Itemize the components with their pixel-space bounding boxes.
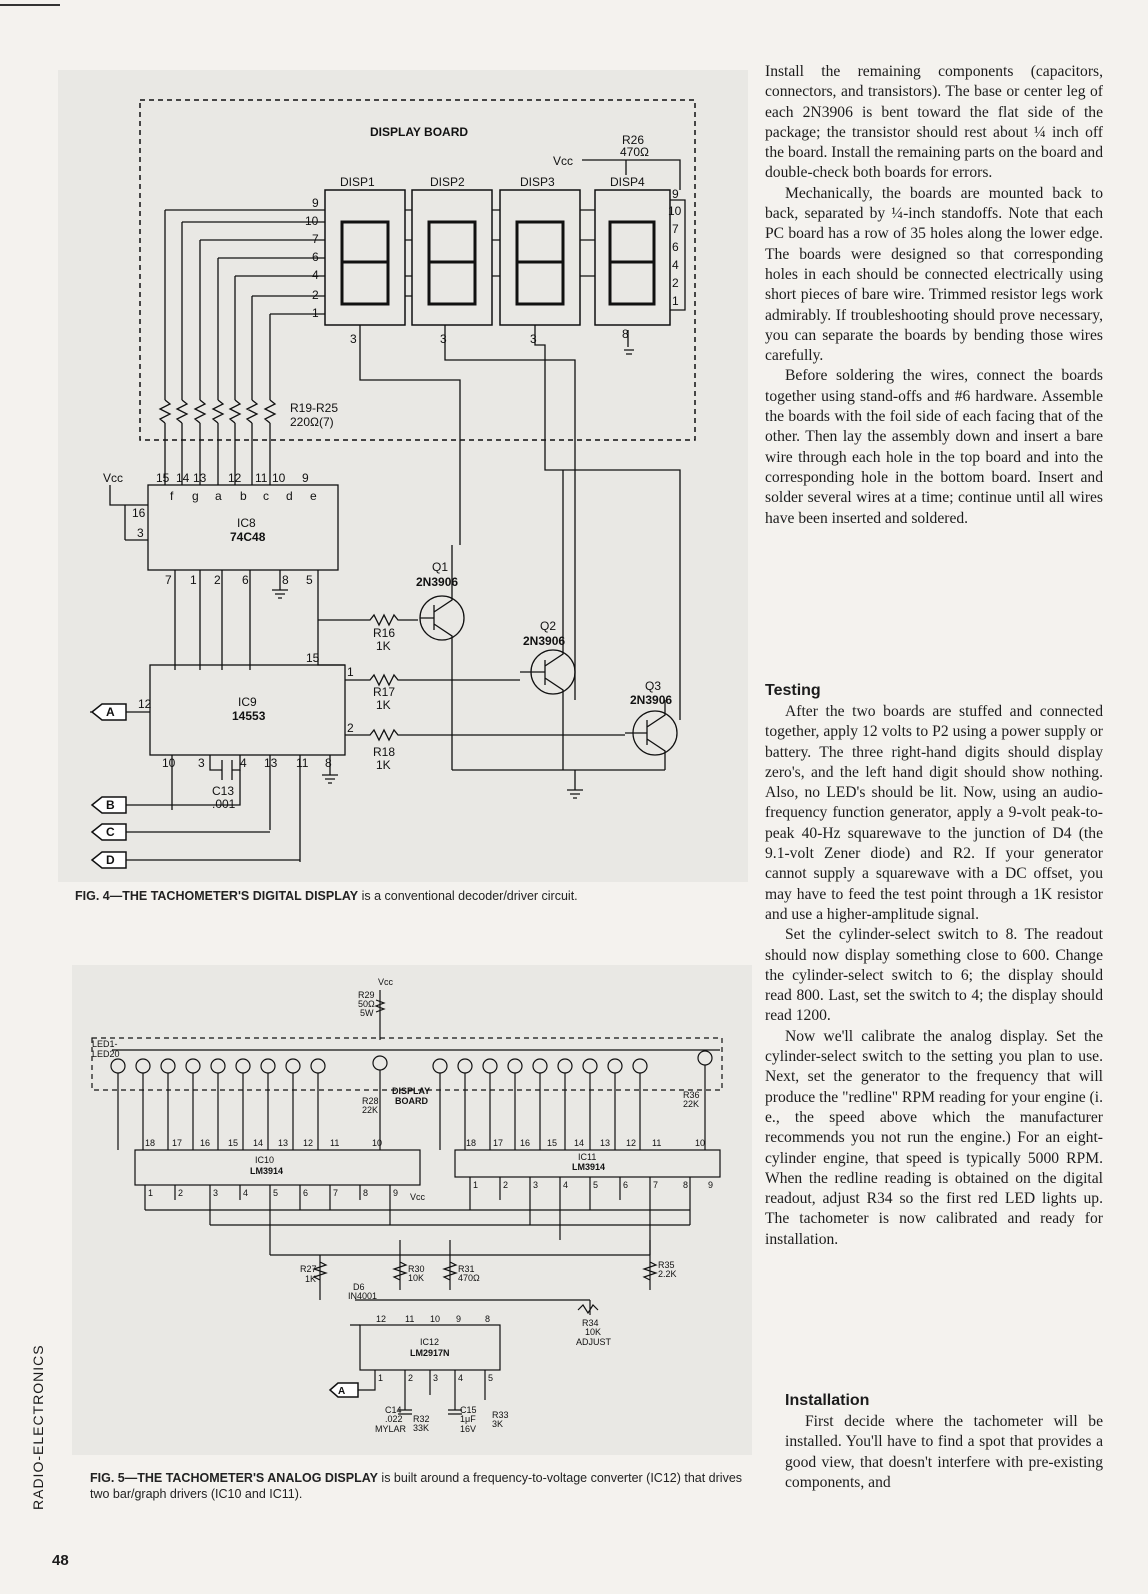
ic9-bottom-pin: 4 [240, 756, 247, 770]
q3-part: 2N3906 [630, 693, 673, 707]
ic12-bottom-pin: 3 [433, 1373, 439, 1383]
fig5-connector-a-label: A [338, 1386, 346, 1397]
pin8-label: 8 [622, 327, 629, 341]
disp3-label: DISP3 [520, 175, 555, 189]
right-pin: 10 [668, 204, 682, 218]
fig4-caption-rest: is a conventional decoder/driver circuit. [358, 889, 578, 903]
ic10-bottom-pin: 1 [148, 1188, 154, 1198]
c15-value1: 1μF [460, 1414, 476, 1424]
left-pin: 6 [312, 250, 319, 264]
seven-seg-digits [342, 222, 654, 304]
r19-label: R19-R25 [290, 401, 339, 415]
q1-label: Q1 [432, 560, 449, 574]
fig5-svg [72, 965, 752, 1455]
display-board2: BOARD [395, 1096, 428, 1106]
led-label1: LED1- [92, 1039, 118, 1049]
r16-label: R16 [373, 626, 396, 640]
ic9-pin12: 12 [138, 697, 152, 711]
r36-value: 22K [683, 1099, 700, 1109]
ic10-bottom-pin: 4 [243, 1188, 249, 1198]
r35-label: R35 [658, 1260, 675, 1270]
r34-adjust: ADJUST [576, 1337, 612, 1347]
c14-value1: .022 [385, 1414, 403, 1424]
connector-d-label: D [106, 853, 115, 867]
left-pin: 4 [312, 268, 319, 282]
c15-label: C15 [460, 1405, 477, 1415]
ic8-segment: b [240, 489, 247, 503]
ic8-pin16: 16 [132, 506, 146, 520]
fig5-vcc-ic: Vcc [410, 1192, 426, 1202]
fig4-caption-lead: FIG. 4—THE TACHOMETER'S DIGITAL DISPLAY [75, 889, 359, 903]
r18-label: R18 [373, 745, 396, 759]
ic8-top-pin: 12 [228, 471, 242, 485]
ic10-top-pin: 13 [278, 1138, 289, 1148]
right-pin: 1 [672, 294, 679, 308]
r26-value: 470Ω [620, 145, 649, 159]
d6-value: IN4001 [348, 1291, 378, 1301]
r33-label: R33 [492, 1410, 509, 1420]
page-number: 48 [52, 1552, 69, 1569]
ic9-part: 14553 [232, 709, 266, 723]
ic8-bottom-pin: 6 [242, 573, 249, 587]
vcc-label-display: Vcc [553, 154, 574, 168]
disp1-label: DISP1 [340, 175, 375, 189]
ic10-bottom-pin: 5 [273, 1188, 279, 1198]
r30-label: R30 [408, 1264, 425, 1274]
r28-label: R28 [362, 1096, 379, 1106]
ic9-bottom-pin: 10 [162, 756, 176, 770]
connector-a-label: A [106, 705, 115, 719]
ic11-name: IC11 [578, 1152, 597, 1162]
ic8-top-pin: 9 [302, 471, 309, 485]
ic10-bottom-pin: 6 [303, 1188, 309, 1198]
r32-label: R32 [413, 1414, 430, 1424]
r17-label: R17 [373, 685, 396, 699]
ic11-bottom-pin: 2 [503, 1180, 509, 1190]
display-board1: DISPLAY [392, 1086, 431, 1096]
disp4-label: DISP4 [610, 175, 645, 189]
r33-value: 3K [492, 1419, 504, 1429]
vcc-label-ic8: Vcc [103, 471, 124, 485]
ic11-top-pin: 14 [574, 1138, 585, 1148]
ic12-bottom-pin: 1 [378, 1373, 384, 1383]
paragraph-5: Set the cylinder-select switch to 8. The readout should now display something close to 600. Change the cylinder-select switch to 6; the display should read 800. Last, set the switch to 4; the display should read 1200. [765, 926, 1103, 1025]
ic11-bottom-pin: 1 [473, 1180, 479, 1190]
c13-value: .001 [212, 797, 236, 811]
right-pin: 2 [672, 276, 679, 290]
ic11-bottom-pin: 5 [593, 1180, 599, 1190]
c13-label: C13 [212, 784, 235, 798]
right-pin: 9 [672, 187, 679, 201]
r29-value1: 50Ω [358, 999, 375, 1009]
ic8-bottom-pin: 7 [165, 573, 172, 587]
installation-section [785, 1390, 1103, 1493]
fig4-svg [58, 70, 748, 882]
ic8-top-pin: 15 [156, 471, 170, 485]
ic11-top-pin: 18 [466, 1138, 477, 1148]
ic11-bottom-pin: 7 [653, 1180, 659, 1190]
connector-c-label: C [106, 825, 115, 839]
ic11-top-pin: 15 [547, 1138, 558, 1148]
ic12-bottom-pin: 5 [488, 1373, 494, 1383]
r29-value2: 5W [360, 1008, 374, 1018]
q1-part: 2N3906 [416, 575, 459, 589]
c14-value2: MYLAR [375, 1424, 407, 1434]
pin3-label: 3 [440, 332, 447, 346]
ic9-bottom-pin: 11 [296, 756, 309, 770]
ic12-top-pin: 10 [430, 1314, 441, 1324]
ic12-bottom-pin: 2 [408, 1373, 414, 1383]
ic10-bottom-pin: 3 [213, 1188, 219, 1198]
ic8-segment: g [192, 489, 199, 503]
figure-5-schematic [72, 965, 752, 1455]
ic10-top-pin: 16 [200, 1138, 211, 1148]
ic9-name: IC9 [238, 695, 257, 709]
ic12-top-pin: 8 [485, 1314, 491, 1324]
right-pin: 7 [672, 222, 679, 236]
r18-value: 1K [376, 758, 391, 772]
ic8-bottom-pin: 8 [282, 573, 289, 587]
testing-section [765, 680, 1103, 1250]
ic11-top-pin: 16 [520, 1138, 531, 1148]
ic9-bottom-pin: 8 [325, 756, 332, 770]
ic12-bottom-pin: 4 [458, 1373, 464, 1383]
ic11-bottom-pin: 6 [623, 1180, 629, 1190]
r30-value: 10K [408, 1273, 425, 1283]
ic8-top-pin: 13 [193, 471, 207, 485]
c14-label: C14 [385, 1405, 402, 1415]
display-board-label: DISPLAY BOARD [370, 125, 469, 139]
ic10-top-pin: 11 [330, 1138, 340, 1148]
testing-heading: Testing [765, 682, 821, 699]
ic8-bottom-pin: 5 [306, 573, 313, 587]
right-pin: 6 [672, 240, 679, 254]
ic11-top-pin: 17 [493, 1138, 504, 1148]
ic10-bottom-pin: 2 [178, 1188, 184, 1198]
paragraph-4: After the two boards are stuffed and connected together, apply 12 volts to P2 using a power supply or battery. The three right-hand digits should display zero's, and the left hand digit should show nothing. Also, no LED's should be lit. Now, using an audio-frequency function generator, apply a 9-volt peak-to-peak 40-Hz squarewave to the junction of D4 (the 9.1-volt Zener diode) and R2. If your generator cannot supply a squarewave with a DC offset, you may have to feed the test point through a 1K resistor and use a higher-amplitude signal. [765, 703, 1103, 923]
ic10-top-pin: 17 [172, 1138, 183, 1148]
r32-value: 33K [413, 1423, 430, 1433]
q2-part: 2N3906 [523, 634, 566, 648]
ic11-bottom-pin: 9 [708, 1180, 714, 1190]
ic10-top-pin: 10 [372, 1138, 383, 1148]
paragraph-1: Install the remaining components (capacitors, connectors, and transistors). The base or center leg of each 2N3906 is bent toward the flat side of the package; the transistor should rest about ¼ inch off the board. Install the remaining parts on the board and double-check both boards for errors. [765, 63, 1103, 182]
ic11-top-pin: 13 [600, 1138, 611, 1148]
text-column [765, 62, 1103, 529]
pin3-label: 3 [530, 332, 537, 346]
fig5-caption-lead: FIG. 5—THE TACHOMETER'S ANALOG DISPLAY [90, 1471, 378, 1485]
right-pin: 4 [672, 258, 679, 272]
ic8-segment: e [310, 489, 317, 503]
magazine-name-sidebar: RADIO-ELECTRONICS [30, 1344, 46, 1510]
q2-label: Q2 [540, 619, 557, 633]
ic8-segment: c [263, 489, 269, 503]
left-pin: 9 [312, 196, 319, 210]
fig5-vcc: Vcc [378, 977, 394, 987]
left-pin: 10 [305, 214, 319, 228]
figure-4-schematic [58, 70, 748, 882]
pin3-label: 3 [350, 332, 357, 346]
ic8-name: IC8 [237, 516, 256, 530]
r27-label: R27 [300, 1264, 317, 1274]
c15-value2: 16V [460, 1424, 477, 1434]
r31-label: R31 [458, 1264, 475, 1274]
ic11-bottom-pin: 8 [683, 1180, 689, 1190]
ic8-top-pin: 10 [272, 471, 286, 485]
ic9-bottom-pin: 13 [264, 756, 278, 770]
ic10-bottom-pin: 8 [363, 1188, 369, 1198]
ic12-top-pin: 12 [376, 1314, 387, 1324]
ic12-top-pin: 11 [405, 1314, 415, 1324]
r19-value: 220Ω(7) [290, 415, 334, 429]
installation-heading: Installation [785, 1392, 870, 1409]
ic10-top-pin: 15 [228, 1138, 239, 1148]
ic9-pin1: 1 [347, 665, 354, 679]
ic11-bottom-pin: 3 [533, 1180, 539, 1190]
r29-label: R29 [358, 990, 375, 1000]
r16-value: 1K [376, 639, 391, 653]
ic8-bottom-pin: 1 [190, 573, 197, 587]
ic8-segment: a [215, 489, 222, 503]
r31-value: 470Ω [458, 1273, 480, 1283]
ic9-pin15: 15 [306, 651, 320, 665]
ic12-top-pin: 9 [456, 1314, 462, 1324]
r36-label: R36 [683, 1090, 700, 1100]
q3-label: Q3 [645, 679, 662, 693]
ic9-pin2: 2 [347, 721, 354, 735]
ic11-part: LM3914 [572, 1162, 606, 1172]
led-label2: LED20 [92, 1049, 120, 1059]
ic8-top-pin: 11 [255, 471, 268, 485]
r34-label: R34 [582, 1318, 599, 1328]
ic8-pin3: 3 [137, 526, 144, 540]
ic8-segment: f [170, 489, 174, 503]
top-rule [0, 4, 60, 6]
ic10-top-pin: 12 [303, 1138, 314, 1148]
r35-value: 2.2K [658, 1269, 677, 1279]
ic11-top-pin: 12 [626, 1138, 637, 1148]
paragraph-6: Now we'll calibrate the analog display. Set the cylinder-select switch to the setting you plan to use. Next, set the generator to the frequency that will produce the "redline" RPM reading for your engine (i. e., the speed above which the manufacturer recommends you not run the engine.) For an eight-cylinder engine, that speed is typically 5000 RPM. When the redline reading is obtained on the digital readout, adjust R34 so the first red LED lights up. The tachometer is now calibrated and ready for installation. [765, 1027, 1103, 1248]
r28-value: 22K [362, 1105, 379, 1115]
ic8-part: 74C48 [230, 530, 266, 544]
fig4-caption [75, 888, 735, 904]
connector-b-label: B [106, 798, 115, 812]
ic8-top-pin: 14 [176, 471, 190, 485]
left-pin: 7 [312, 232, 319, 246]
fig5-caption [90, 1470, 760, 1502]
ic10-top-pin: 18 [145, 1138, 156, 1148]
ic10-top-pin: 14 [253, 1138, 264, 1148]
paragraph-3: Before soldering the wires, connect the boards together using stand-offs and #6 hardware. Assemble the boards with the foil side of each facing that of the other. Then lay the assembly down and insert a bare wire through each hole in the top board and into the corresponding hole in the bottom board. Insert and solder several wires at a time; continue until all wires have been inserted and soldered. [765, 367, 1103, 527]
r27-value: 1K [305, 1274, 317, 1284]
fig5-caption-rest: is built around a frequency-to-voltage converter (IC12) that drives two bar/graph drivers (IC10 and IC11). [90, 1471, 743, 1501]
ic8-segment: d [286, 489, 293, 503]
ic10-part: LM3914 [250, 1166, 284, 1176]
r17-value: 1K [376, 698, 391, 712]
ic12-part: LM2917N [410, 1348, 450, 1358]
paragraph-2: Mechanically, the boards are mounted back to back, separated by ¼-inch standoffs. Note that each PC board has a row of 35 holes along the lower edge. The boards were designed so that corresponding holes in each should be connected electrically using short pieces of bare wire. Trimmed resistor legs work admirably. If troubleshooting should prove necessary, you can separate the boards by bending those wires carefully. [765, 184, 1103, 365]
d6-label: D6 [353, 1282, 365, 1292]
paragraph-7: First decide where the tachometer will be installed. You'll have to find a spot that provides a good view, that doesn't interfere with pre-existing components, and [785, 1413, 1103, 1491]
ic12-name: IC12 [420, 1337, 440, 1347]
ic10-name: IC10 [255, 1155, 275, 1165]
ic10-bottom-pin: 7 [333, 1188, 339, 1198]
ic8-bottom-pin: 2 [214, 573, 221, 587]
disp2-label: DISP2 [430, 175, 465, 189]
r26-label: R26 [622, 133, 645, 147]
r34-value: 10K [585, 1327, 602, 1337]
ic9-bottom-pin: 3 [198, 756, 205, 770]
ic11-bottom-pin: 4 [563, 1180, 569, 1190]
ic11-top-pin: 10 [695, 1138, 706, 1148]
left-pin: 2 [312, 288, 319, 302]
ic10-bottom-pin: 9 [393, 1188, 399, 1198]
ic11-top-pin: 11 [652, 1138, 662, 1148]
left-pin: 1 [312, 306, 319, 320]
